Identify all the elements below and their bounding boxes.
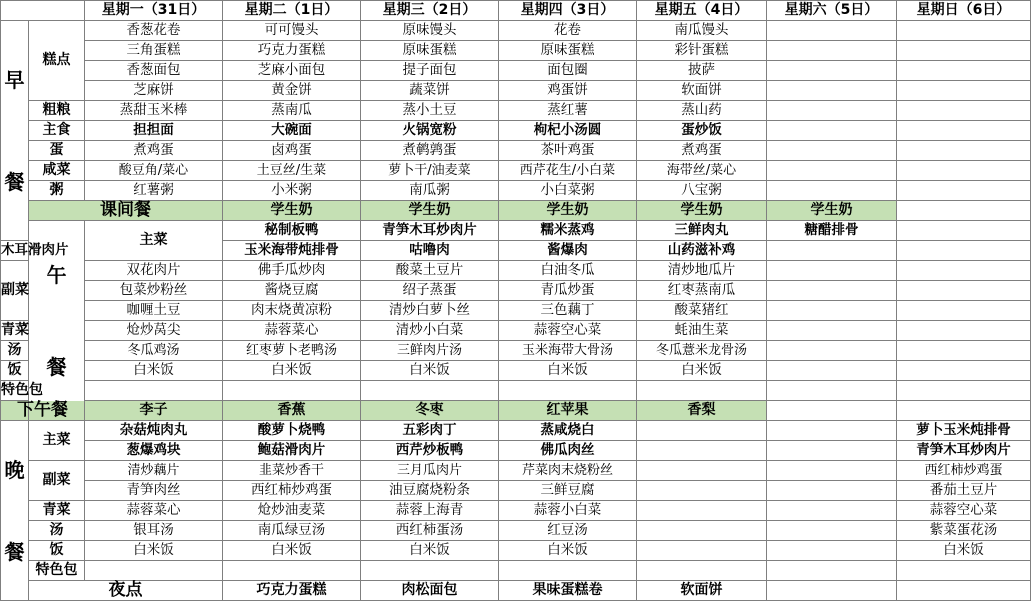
meal-char: 晚 [4, 457, 25, 482]
menu-cell [897, 221, 1031, 241]
menu-cell: 海带丝/菜心 [637, 161, 767, 181]
menu-cell: 三角蛋糕 [85, 41, 223, 61]
menu-cell: 白米饭 [223, 361, 361, 381]
menu-cell: 学生奶 [223, 201, 361, 221]
menu-cell: 蒸甜玉米棒 [85, 101, 223, 121]
meal-label: 夜点 [29, 581, 223, 601]
menu-cell: 香梨 [637, 401, 767, 421]
menu-cell: 油豆腐烧粉条 [361, 481, 499, 501]
menu-cell [767, 241, 897, 261]
menu-cell: 花卷 [499, 21, 637, 41]
menu-cell: 可可馒头 [223, 21, 361, 41]
category-label: 饭 [1, 361, 29, 381]
menu-cell: 软面饼 [637, 81, 767, 101]
menu-cell [637, 481, 767, 501]
menu-cell: 芝麻饼 [85, 81, 223, 101]
menu-cell: 青笋木耳炒肉片 [897, 441, 1031, 461]
menu-cell: 白米饭 [499, 361, 637, 381]
category-label: 饭 [29, 541, 85, 561]
menu-cell: 五彩肉丁 [361, 421, 499, 441]
menu-cell: 红枣蒸南瓜 [637, 281, 767, 301]
menu-cell [767, 41, 897, 61]
menu-cell [767, 541, 897, 561]
menu-cell: 青笋木耳炒肉片 [361, 221, 499, 241]
category-label: 主菜 [85, 221, 223, 261]
menu-cell [897, 561, 1031, 581]
menu-cell: 蛋炒饭 [637, 121, 767, 141]
menu-cell: 蒜蓉小白菜 [499, 501, 637, 521]
menu-cell [637, 461, 767, 481]
menu-cell: 软面饼 [637, 581, 767, 601]
corner-cell [1, 1, 85, 21]
menu-cell: 炝炒莴尖 [85, 321, 223, 341]
menu-cell: 煮鹌鹑蛋 [361, 141, 499, 161]
menu-cell [637, 421, 767, 441]
meal-label [1, 21, 29, 241]
menu-cell: 咖喱土豆 [85, 301, 223, 321]
category-label: 特色包 [1, 381, 29, 401]
menu-cell [767, 421, 897, 441]
menu-cell: 包菜炒粉丝 [85, 281, 223, 301]
menu-cell [897, 101, 1031, 121]
menu-cell [637, 501, 767, 521]
menu-cell: 西红柿炒鸡蛋 [223, 481, 361, 501]
menu-cell: 巧克力蛋糕 [223, 581, 361, 601]
menu-cell: 蒸咸烧白 [499, 421, 637, 441]
menu-cell: 火锅宽粉 [361, 121, 499, 141]
menu-cell: 清炒地瓜片 [637, 261, 767, 281]
menu-cell [85, 381, 223, 401]
menu-cell [897, 121, 1031, 141]
menu-cell [767, 161, 897, 181]
menu-cell: 三鲜肉丸 [637, 221, 767, 241]
menu-cell: 三月瓜肉片 [361, 461, 499, 481]
menu-cell [637, 521, 767, 541]
meal-char: 午 [46, 262, 67, 287]
menu-cell: 萝卜玉米炖排骨 [897, 421, 1031, 441]
menu-cell: 原味蛋糕 [361, 41, 499, 61]
menu-cell: 银耳汤 [85, 521, 223, 541]
category-label: 青菜 [29, 501, 85, 521]
menu-cell: 香葱面包 [85, 61, 223, 81]
menu-cell: 香葱花卷 [85, 21, 223, 41]
menu-cell: 南瓜馒头 [637, 21, 767, 41]
menu-cell: 蒜蓉空心菜 [499, 321, 637, 341]
day-header: 星期五（4日） [637, 1, 767, 21]
menu-cell [767, 581, 897, 601]
menu-cell: 蚝油生菜 [637, 321, 767, 341]
menu-cell [767, 181, 897, 201]
menu-cell: 三鲜肉片汤 [361, 341, 499, 361]
menu-cell: 芝麻小面包 [223, 61, 361, 81]
menu-cell: 白米饭 [361, 361, 499, 381]
menu-cell [767, 81, 897, 101]
menu-cell: 蒜蓉菜心 [85, 501, 223, 521]
menu-cell [897, 381, 1031, 401]
menu-cell: 白米饭 [897, 541, 1031, 561]
menu-cell [897, 141, 1031, 161]
menu-cell: 双花肉片 [85, 261, 223, 281]
menu-cell: 提子面包 [361, 61, 499, 81]
menu-cell [637, 441, 767, 461]
meal-char: 早 [4, 67, 25, 92]
menu-cell: 披萨 [637, 61, 767, 81]
menu-cell [897, 261, 1031, 281]
menu-cell [499, 561, 637, 581]
menu-cell: 巧克力蛋糕 [223, 41, 361, 61]
menu-cell: 鲍菇滑肉片 [223, 441, 361, 461]
category-label: 主菜 [29, 421, 85, 461]
menu-cell: 面包圈 [499, 61, 637, 81]
menu-cell: 学生奶 [361, 201, 499, 221]
menu-cell: 白油冬瓜 [499, 261, 637, 281]
menu-cell [767, 141, 897, 161]
menu-cell: 南瓜粥 [361, 181, 499, 201]
menu-cell: 李子 [85, 401, 223, 421]
menu-cell: 秘制板鸭 [223, 221, 361, 241]
menu-cell: 山药滋补鸡 [637, 241, 767, 261]
menu-cell: 西红柿蛋汤 [361, 521, 499, 541]
menu-cell: 大碗面 [223, 121, 361, 141]
menu-cell: 学生奶 [637, 201, 767, 221]
day-header: 星期二（1日） [223, 1, 361, 21]
menu-cell [85, 561, 223, 581]
category-label: 蛋 [29, 141, 85, 161]
menu-cell: 酱爆肉 [499, 241, 637, 261]
day-header: 星期日（6日） [897, 1, 1031, 21]
menu-cell: 白米饭 [361, 541, 499, 561]
menu-cell [897, 361, 1031, 381]
menu-cell [897, 321, 1031, 341]
menu-cell: 红薯粥 [85, 181, 223, 201]
menu-cell [767, 21, 897, 41]
menu-cell: 酸萝卜烧鸭 [223, 421, 361, 441]
category-label: 咸菜 [29, 161, 85, 181]
menu-cell [897, 301, 1031, 321]
menu-cell [897, 161, 1031, 181]
menu-cell [897, 341, 1031, 361]
menu-cell: 酸豆角/菜心 [85, 161, 223, 181]
menu-cell [767, 121, 897, 141]
menu-cell [767, 561, 897, 581]
menu-cell: 炝炒油麦菜 [223, 501, 361, 521]
menu-cell [897, 81, 1031, 101]
menu-cell: 白米饭 [223, 541, 361, 561]
menu-cell: 绍子蒸蛋 [361, 281, 499, 301]
meal-label: 下午餐 [1, 401, 85, 421]
category-label: 青菜 [1, 321, 29, 341]
menu-cell: 蒸红薯 [499, 101, 637, 121]
menu-cell: 萝卜干/油麦菜 [361, 161, 499, 181]
menu-cell: 蒜蓉菜心 [223, 321, 361, 341]
meal-char: 餐 [46, 354, 67, 379]
menu-cell: 担担面 [85, 121, 223, 141]
menu-cell: 蒸山药 [637, 101, 767, 121]
day-header: 星期四（3日） [499, 1, 637, 21]
menu-cell: 小米粥 [223, 181, 361, 201]
menu-cell: 木耳滑肉片 [1, 241, 29, 261]
menu-cell: 肉松面包 [361, 581, 499, 601]
menu-cell: 酱烧豆腐 [223, 281, 361, 301]
menu-cell: 芹菜肉末烧粉丝 [499, 461, 637, 481]
menu-cell [897, 581, 1031, 601]
category-label: 汤 [1, 341, 29, 361]
menu-cell [897, 21, 1031, 41]
menu-cell: 佛手瓜炒肉 [223, 261, 361, 281]
menu-cell: 红苹果 [499, 401, 637, 421]
menu-cell: 原味馒头 [361, 21, 499, 41]
menu-cell: 学生奶 [499, 201, 637, 221]
menu-cell: 青笋肉丝 [85, 481, 223, 501]
menu-cell [897, 401, 1031, 421]
menu-cell: 南瓜绿豆汤 [223, 521, 361, 541]
menu-cell: 八宝粥 [637, 181, 767, 201]
menu-cell: 白米饭 [499, 541, 637, 561]
menu-cell: 咕噜肉 [361, 241, 499, 261]
category-label: 汤 [29, 521, 85, 541]
menu-cell: 彩针蛋糕 [637, 41, 767, 61]
menu-cell: 冬瓜鸡汤 [85, 341, 223, 361]
menu-cell: 蒜蓉空心菜 [897, 501, 1031, 521]
menu-cell [767, 401, 897, 421]
menu-cell [499, 381, 637, 401]
menu-cell [767, 461, 897, 481]
menu-cell: 肉末烧黄凉粉 [223, 301, 361, 321]
menu-cell [897, 41, 1031, 61]
menu-cell: 白米饭 [85, 541, 223, 561]
menu-cell: 鸡蛋饼 [499, 81, 637, 101]
menu-cell [223, 381, 361, 401]
menu-cell: 玉米海带大骨汤 [499, 341, 637, 361]
menu-cell: 青瓜炒蛋 [499, 281, 637, 301]
menu-cell [361, 381, 499, 401]
menu-cell: 清炒藕片 [85, 461, 223, 481]
meal-label [1, 421, 29, 601]
menu-cell: 玉米海带炖排骨 [223, 241, 361, 261]
menu-cell: 清炒白萝卜丝 [361, 301, 499, 321]
category-label: 特色包 [29, 561, 85, 581]
menu-cell: 西芹花生/小白菜 [499, 161, 637, 181]
day-header: 星期六（5日） [767, 1, 897, 21]
menu-cell: 西芹炒板鸭 [361, 441, 499, 461]
menu-cell [637, 541, 767, 561]
menu-cell [897, 181, 1031, 201]
menu-cell: 紫菜蛋花汤 [897, 521, 1031, 541]
menu-cell: 煮鸡蛋 [637, 141, 767, 161]
menu-cell [767, 441, 897, 461]
menu-cell: 果味蛋糕卷 [499, 581, 637, 601]
menu-cell: 酸菜土豆片 [361, 261, 499, 281]
menu-cell: 学生奶 [767, 201, 897, 221]
menu-cell: 原味蛋糕 [499, 41, 637, 61]
menu-cell [897, 281, 1031, 301]
menu-cell [767, 501, 897, 521]
menu-cell [767, 61, 897, 81]
menu-cell [897, 241, 1031, 261]
menu-cell: 蒜蓉上海青 [361, 501, 499, 521]
category-label: 糕点 [29, 21, 85, 101]
menu-cell: 蔬菜饼 [361, 81, 499, 101]
meal-label: 课间餐 [29, 201, 223, 221]
menu-cell: 冬枣 [361, 401, 499, 421]
day-header: 星期三（2日） [361, 1, 499, 21]
meal-char: 餐 [4, 539, 25, 564]
menu-cell: 冬瓜薏米龙骨汤 [637, 341, 767, 361]
menu-cell [767, 521, 897, 541]
menu-cell [897, 61, 1031, 81]
menu-cell [767, 101, 897, 121]
menu-cell [767, 481, 897, 501]
category-label: 副菜 [29, 461, 85, 501]
menu-cell: 酸菜猪红 [637, 301, 767, 321]
menu-cell: 清炒小白菜 [361, 321, 499, 341]
meal-char: 餐 [4, 169, 25, 194]
menu-cell [767, 341, 897, 361]
menu-cell: 白米饭 [637, 361, 767, 381]
category-label: 粗粮 [29, 101, 85, 121]
menu-cell [767, 301, 897, 321]
menu-cell: 卤鸡蛋 [223, 141, 361, 161]
day-header: 星期一（31日） [85, 1, 223, 21]
menu-cell: 西红柿炒鸡蛋 [897, 461, 1031, 481]
menu-cell: 三鲜豆腐 [499, 481, 637, 501]
menu-cell: 佛瓜肉丝 [499, 441, 637, 461]
menu-cell: 杂菇炖肉丸 [85, 421, 223, 441]
menu-cell [361, 561, 499, 581]
category-label: 副菜 [1, 261, 29, 321]
menu-cell: 土豆丝/生菜 [223, 161, 361, 181]
menu-cell [767, 361, 897, 381]
menu-cell: 枸杞小汤圆 [499, 121, 637, 141]
menu-cell: 红枣萝卜老鸭汤 [223, 341, 361, 361]
menu-cell: 小白菜粥 [499, 181, 637, 201]
menu-cell [637, 381, 767, 401]
menu-cell: 番茄土豆片 [897, 481, 1031, 501]
menu-cell: 韭菜炒香干 [223, 461, 361, 481]
menu-cell: 茶叶鸡蛋 [499, 141, 637, 161]
category-label: 粥 [29, 181, 85, 201]
category-label: 主食 [29, 121, 85, 141]
menu-cell [897, 201, 1031, 221]
menu-cell: 三色藕丁 [499, 301, 637, 321]
menu-cell: 糯米蒸鸡 [499, 221, 637, 241]
menu-cell: 红豆汤 [499, 521, 637, 541]
menu-cell: 糖醋排骨 [767, 221, 897, 241]
menu-cell: 煮鸡蛋 [85, 141, 223, 161]
menu-cell [637, 561, 767, 581]
menu-cell [767, 321, 897, 341]
menu-cell: 香蕉 [223, 401, 361, 421]
menu-cell [223, 561, 361, 581]
menu-cell: 蒸南瓜 [223, 101, 361, 121]
menu-cell [767, 261, 897, 281]
menu-cell [767, 381, 897, 401]
menu-cell: 黄金饼 [223, 81, 361, 101]
menu-cell: 葱爆鸡块 [85, 441, 223, 461]
menu-cell: 白米饭 [85, 361, 223, 381]
menu-cell: 蒸小土豆 [361, 101, 499, 121]
menu-cell [767, 281, 897, 301]
